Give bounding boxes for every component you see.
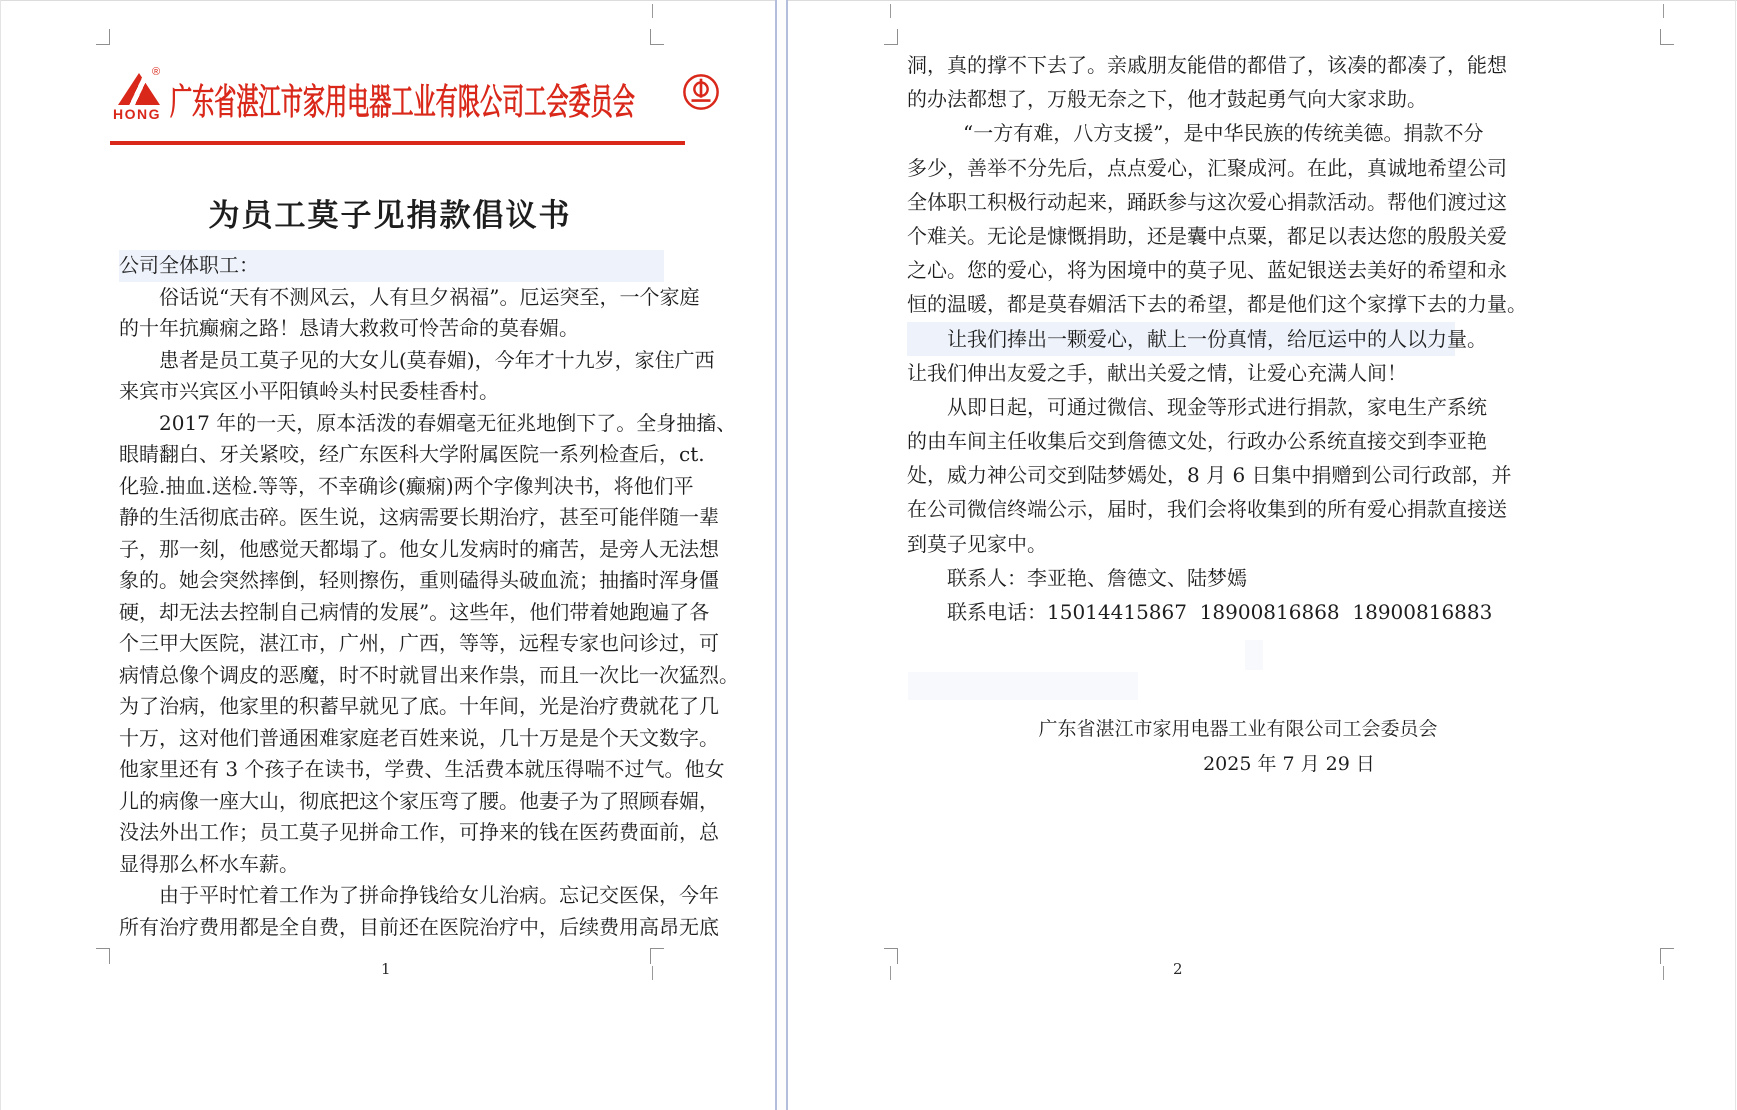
- text-line: 儿的病像一座大山，彻底把这个家压弯了腰。他妻子为了照顾春媚，: [119, 788, 719, 813]
- text-line: 个三甲大医院，湛江市，广州，广西，等等，远程专家也问诊过，可: [119, 631, 719, 655]
- text-line: 静的生活彻底击碎。医生说，这病需要长期治疗，甚至可能伴随一辈: [119, 505, 719, 529]
- text-line: 的办法都想了，万般无奈之下，他才鼓起勇气向大家求助。: [907, 87, 1427, 112]
- crop-mark: [652, 966, 653, 980]
- text-line: 病情总像个调皮的恶魔，时不时就冒出来作祟，而且一次比一次猛烈。: [119, 662, 739, 687]
- text-line: 化验.抽血.送检.等等，不幸确诊(癫痫)两个字像判决书，将他们平: [119, 473, 694, 498]
- text-line: 象的。她会突然摔倒，轻则擦伤，重则磕得头破血流；抽搐时浑身僵: [119, 568, 719, 592]
- crop-mark: [1660, 948, 1674, 964]
- page1-body: [119, 250, 739, 943]
- text-line: 十万，这对他们普通困难家庭老百姓来说，几十万是是个天文数字。: [119, 725, 719, 750]
- text-line: 的十年抗癫痫之路！恳请大救救可怜苦命的莫春媚。: [119, 316, 579, 340]
- text-line: 恒的温暖，都是莫春媚活下去的希望，都是他们这个家撑下去的力量。: [907, 292, 1527, 317]
- text-line: 显得那么杯水车薪。: [119, 851, 299, 876]
- crop-mark: [890, 966, 891, 980]
- text-line: 的由车间主任收集后交到詹德文处，行政办公系统直接交到李亚艳: [907, 429, 1487, 454]
- text-line: 让我们捧出一颗爱心，献上一份真情，给厄运中的人以力量。: [907, 322, 1455, 356]
- scan-artifact: [908, 672, 1138, 700]
- page-number: 2: [1173, 960, 1183, 978]
- text-line: 俗话说“天有不测风云，人有旦夕祸福”。厄运突至，一个家庭: [159, 284, 700, 309]
- viewport-left-border: [0, 0, 1, 1110]
- crop-mark: [1663, 4, 1664, 18]
- company-logo-text: HONG: [113, 106, 161, 122]
- signature-date: 2025 年 7 月 29 日: [1203, 753, 1375, 775]
- text-line: 2017 年的一天，原本活泼的春媚毫无征兆地倒下了。全身抽搐、: [159, 410, 737, 435]
- crop-mark: [96, 948, 110, 964]
- viewport-top-border: [0, 0, 1737, 1]
- text-line: 由于平时忙着工作为了拼命挣钱给女儿治病。忘记交医保，今年: [159, 883, 719, 907]
- registered-trademark-symbol: ®: [152, 66, 161, 78]
- text-line: 多少，善举不分先后，点点爱心，汇聚成河。在此，真诚地希望公司: [907, 155, 1507, 180]
- text-line: 公司全体职工：: [119, 250, 664, 282]
- document-title: 为员工莫子见捐款倡议书: [208, 198, 572, 234]
- text-line: 让我们伸出友爱之手，献出关爱之情，让爱心充满人间！: [907, 360, 1407, 385]
- crop-mark: [890, 4, 891, 18]
- text-line: 洞，真的撑不下去了。亲戚朋友能借的都借了，该凑的都凑了，能想: [907, 53, 1507, 77]
- crop-mark: [650, 948, 664, 964]
- text-line: 从即日起，可通过微信、现金等形式进行捐款，家电生产系统: [947, 394, 1487, 419]
- text-line: 硬，却无法去控制自己病情的发展”。这些年，他们带着她跑遍了各: [119, 599, 710, 624]
- page2-body: [907, 48, 1527, 629]
- crop-mark: [1660, 29, 1674, 45]
- text-line: 处，威力神公司交到陆梦嫣处，8 月 6 日集中捐赠到公司行政部，并: [907, 463, 1512, 488]
- text-line: “一方有难，八方支援”，是中华民族的传统美德。捐款不分: [963, 121, 1484, 146]
- text-line: 在公司微信终端公示，届时，我们会将收集到的所有爱心捐款直接送: [907, 497, 1507, 522]
- text-line: 联系电话：15014415867 18900816868 18900816883: [947, 600, 1493, 624]
- text-line: 子，那一刻，他感觉天都塌了。他女儿发病时的痛苦，是旁人无法想: [119, 536, 719, 561]
- crop-mark: [884, 29, 898, 45]
- letterhead-rule: [110, 141, 685, 145]
- crop-mark: [96, 29, 110, 45]
- text-line: 到莫子见家中。: [907, 531, 1047, 556]
- text-line: 个难关。无论是慷慨捐助，还是囊中点粟，都足以表达您的殷殷关爱: [907, 223, 1507, 248]
- page-number: 1: [381, 960, 391, 978]
- text-line: 他家里还有 3 个孩子在读书，学费、生活费本就压得喘不过气。他女: [119, 757, 725, 781]
- viewport-right-border: [1735, 0, 1736, 1110]
- text-line: 为了治病，他家里的积蓄早就见了底。十年间，光是治疗费就花了几: [119, 694, 719, 718]
- text-line: 联系人：李亚艳、詹德文、陆梦嫣: [947, 565, 1247, 590]
- text-line: 没法外出工作；员工莫子见拼命工作，可挣来的钱在医药费面前，总: [119, 820, 719, 844]
- page-gap-divider: [775, 0, 788, 1110]
- crop-mark: [652, 4, 653, 18]
- text-line: 全体职工积极行动起来，踊跃参与这次爱心捐款活动。帮他们渡过这: [907, 189, 1507, 214]
- letterhead-company-name: 广东省湛江市家用电器工业有限公司工会委员会: [170, 81, 635, 123]
- signature-org: 广东省湛江市家用电器工业有限公司工会委员会: [1038, 718, 1438, 740]
- crop-mark: [1663, 966, 1664, 980]
- union-emblem-icon: [682, 72, 720, 116]
- text-line: 之心。您的爱心，将为困境中的莫子见、蓝妃银送去美好的希望和永: [907, 258, 1507, 283]
- text-line: 患者是员工莫子见的大女儿(莫春媚)，今年才十九岁，家住广西: [159, 347, 715, 372]
- crop-mark: [650, 29, 664, 45]
- crop-mark: [884, 948, 898, 964]
- scan-artifact: [1245, 640, 1263, 670]
- text-line: 来宾市兴宾区小平阳镇岭头村民委桂香村。: [119, 379, 499, 403]
- text-line: 眼睛翻白、牙关紧咬，经广东医科大学附属医院一系列检查后，ct.: [119, 442, 705, 466]
- text-line: 所有治疗费用都是全自费，目前还在医院治疗中，后续费用高昂无底: [119, 914, 719, 939]
